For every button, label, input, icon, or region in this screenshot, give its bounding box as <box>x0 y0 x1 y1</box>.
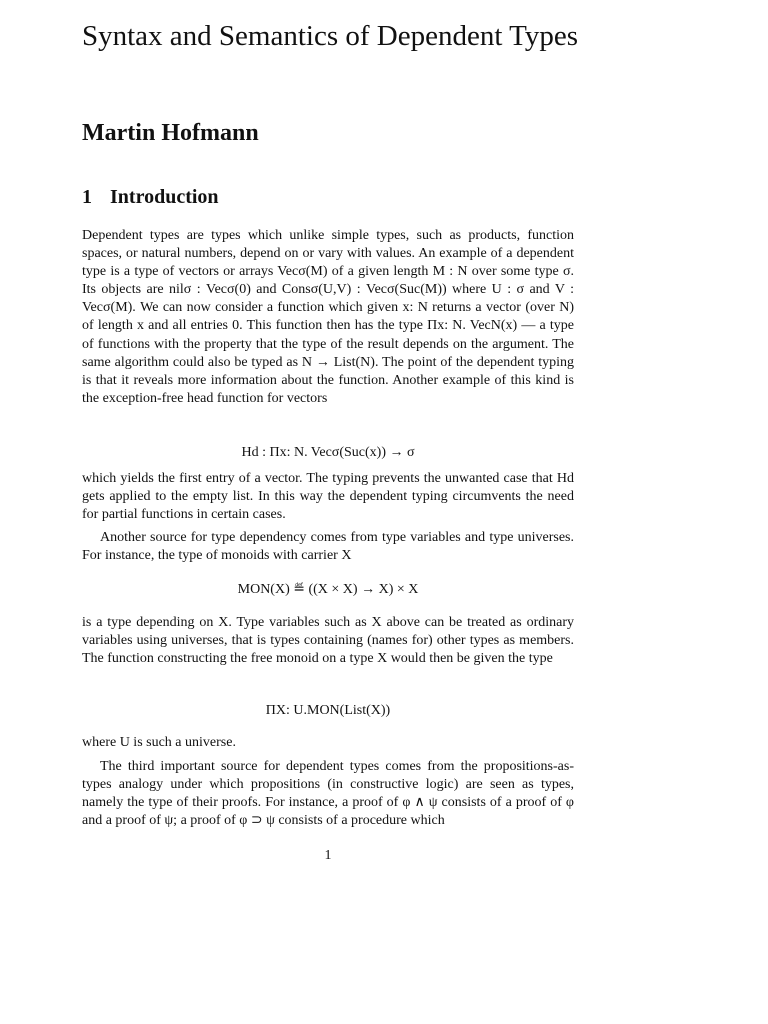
formula-head-function: Hd : Πx: N. Vecσ(Suc(x)) → σ <box>241 445 415 460</box>
section-number: 1 <box>82 186 92 208</box>
formula-free-monoid: ΠX: U.MON(List(X)) <box>265 703 391 718</box>
paragraph-6: The third important source for dependent types comes from the propositions-as-types analogy under which propositions (in constructive logic) are seen as types, namely the type of their proofs. For instance, a proof of φ ∧ ψ consists of a proof of φ and a proof of ψ; a proof of φ ⊃ ψ consists of a procedure which <box>82 759 574 829</box>
author-name: Martin Hofmann <box>82 120 259 146</box>
paragraph-2: which yields the first entry of a vector. The typing prevents the unwanted case that Hd gets applied to the empty list. In this way the dependent typing circumvents the need for partial functions in certain cases. <box>82 471 574 523</box>
paragraph-4: is a type depending on X. Type variables such as X above can be treated as ordinary variables using universes, that is types containing (names for) other types as members. The function constructing the free monoid on a type X would then be given the type <box>82 615 574 667</box>
formula-monoid: MON(X) ≝ ((X × X) → X) × X <box>237 582 419 597</box>
paragraph-1: Dependent types are types which unlike simple types, such as products, function spaces, or natural numbers, depend on or vary with values. An example of a dependent type is a type of vectors or arrays Vecσ(M) of a given length M : N over some type σ. Its objects are nilσ : Vecσ(0) and Consσ(U,V) : Vecσ(Suc(M)) where U : σ and V : Vecσ(M). We can now consider a function which given x: N returns a vector (over N) of length x and all entries 0. This function then has the type Πx: N. VecN(x) — a type of functions with the property that the type of the result depends on the argument. The same algorithm could also be typed as N → List(N). The point of the dependent typing is that it reveals more information about the function. Another example of this kind is the exception-free head function for vectors <box>82 228 574 406</box>
paragraph-3: Another source for type dependency comes from type variables and type universes. For instance, the type of monoids with carrier X <box>82 530 574 564</box>
section-heading <box>82 184 219 210</box>
paragraph-5: where U is such a universe. <box>82 735 236 750</box>
paper-title: Syntax and Semantics of Dependent Types <box>82 20 578 52</box>
section-title: Introduction <box>110 186 219 208</box>
page-number: 1 <box>324 848 332 863</box>
